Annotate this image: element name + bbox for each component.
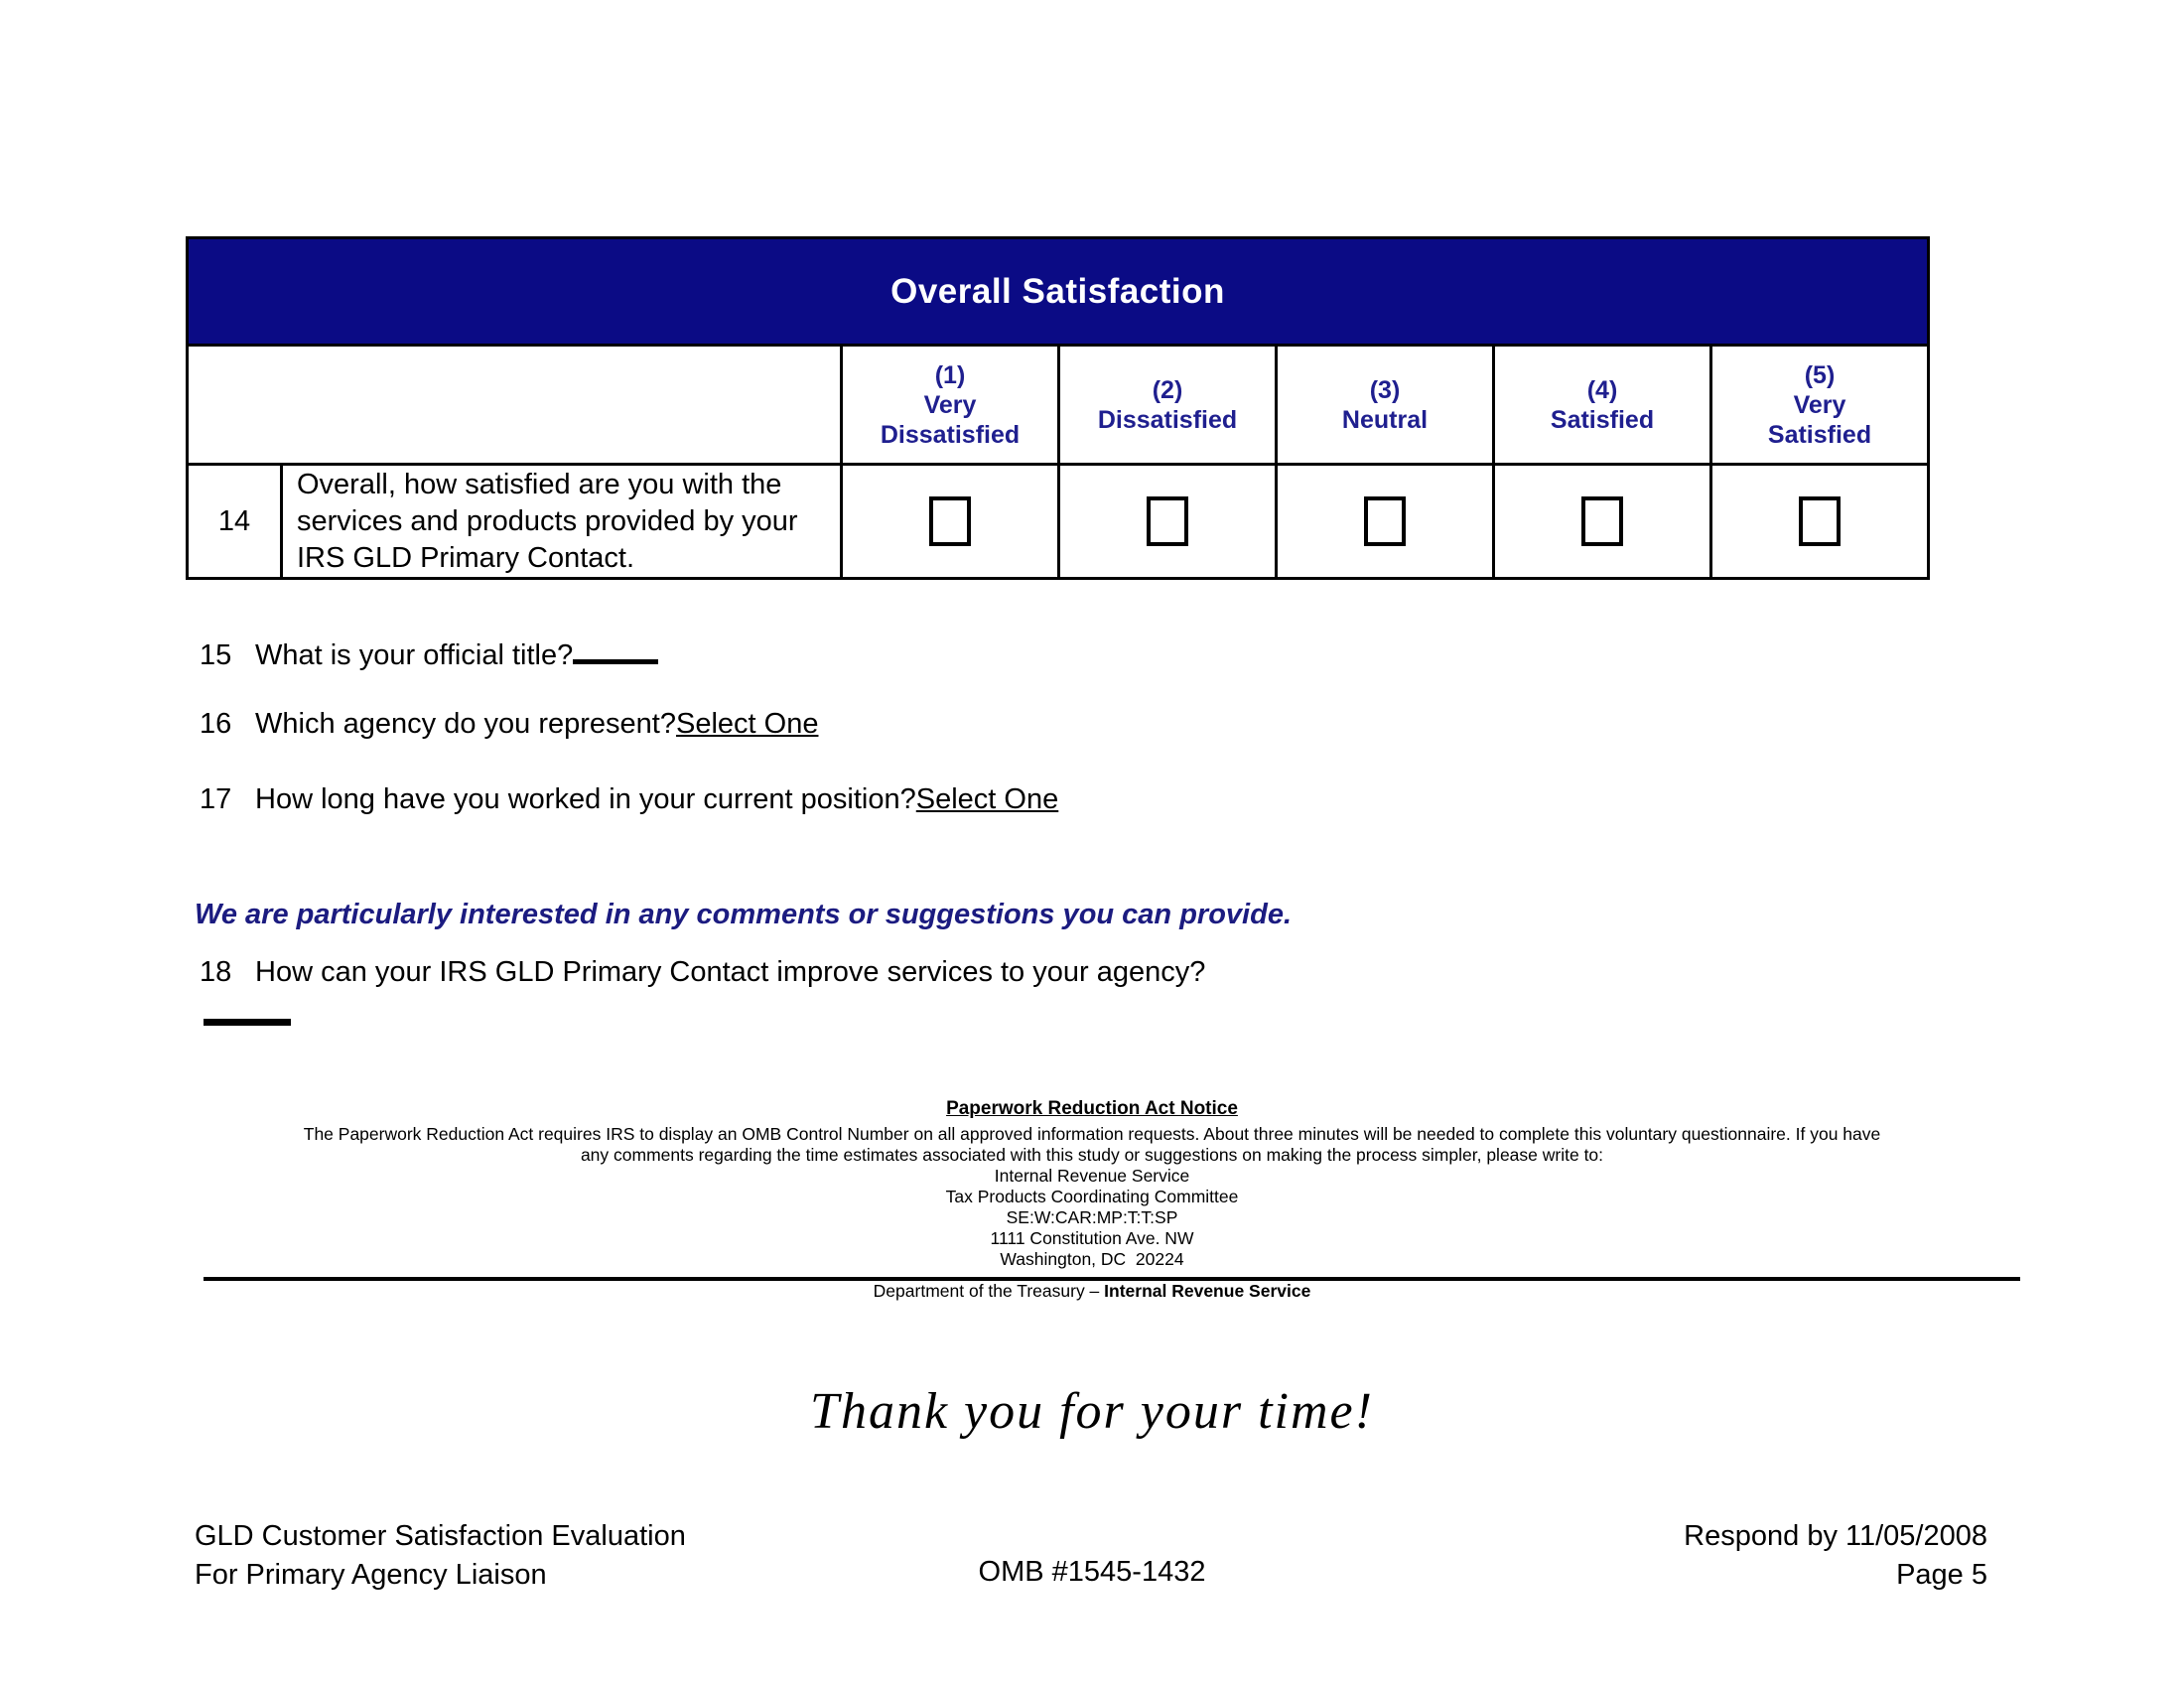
scale-label-very-satisfied: (5) Very Satisfied [1711,346,1929,465]
question-number: 14 [188,465,282,579]
scale-label-neutral: (3) Neutral [1277,346,1494,465]
question-18-text: How can your IRS GLD Primary Contact improve services to your agency? [255,956,1206,988]
overall-satisfaction-table [186,236,1930,580]
checkbox-cell-satisfied [1494,465,1711,579]
department-line-prefix: Department of the Treasury – [873,1281,1105,1301]
table-title: Overall Satisfaction [188,238,1929,346]
rating-scale-row [188,346,1929,465]
scale-label-very-dissatisfied: (1) Very Dissatisfied [842,346,1059,465]
question-16-text: Which agency do you represent? [255,708,676,740]
scale-spacer-cell [188,346,842,465]
question-18-number: 18 [200,956,232,988]
scale-label-dissatisfied: (2) Dissatisfied [1059,346,1277,465]
paperwork-notice-body-line: The Paperwork Reduction Act requires IRS to display an OMB Control Number on all approved information requests. About three minutes will be needed to complete this voluntary questionnaire. If you have [303,1124,1881,1144]
footer-right [1684,1517,1987,1595]
thank-you-message: Thank you for your time! [810,1383,1374,1440]
checkbox-satisfied[interactable] [1581,496,1623,546]
question-17-text: How long have you worked in your current position? [255,783,916,815]
question-15 [200,631,658,672]
comments-note: We are particularly interested in any comments or suggestions you can provide. [195,899,1293,930]
question-17 [200,783,1058,816]
footer-document-subtitle: For Primary Agency Liaison [195,1559,547,1591]
question-text: Overall, how satisfied are you with the services and products provided by your IRS GLD Primary Contact. [282,465,842,579]
paperwork-notice [0,1098,2184,1270]
checkbox-very-satisfied[interactable] [1799,496,1841,546]
checkbox-dissatisfied[interactable] [1147,496,1188,546]
question-15-number: 15 [200,639,232,671]
question-15-text: What is your official title? [255,639,574,671]
checkbox-cell-dissatisfied [1059,465,1277,579]
table-header-row [188,238,1929,346]
checkbox-cell-very-dissatisfied [842,465,1059,579]
checkbox-cell-neutral [1277,465,1494,579]
question-18 [200,956,1205,989]
department-line-bold: Internal Revenue Service [1104,1281,1311,1301]
question-16-select-one-link[interactable]: Select One [675,708,819,740]
scale-label-satisfied: (4) Satisfied [1494,346,1711,465]
notice-address-line: SE:W:CAR:MP:T:T:SP [1006,1207,1178,1227]
table-row [188,465,1929,579]
checkbox-very-dissatisfied[interactable] [929,496,971,546]
paperwork-notice-body-line: any comments regarding the time estimates associated with this study or suggestions on making the process simpler, please write to: [580,1145,1604,1165]
question-16 [200,708,818,741]
footer-page-number: Page 5 [1896,1559,1987,1591]
checkbox-cell-very-satisfied [1711,465,1929,579]
footer-respond-by: Respond by 11/05/2008 [1684,1520,1987,1552]
notice-address-line: Washington, DC 20224 [1000,1249,1184,1269]
footer-omb-number: OMB #1545-1432 [978,1556,1206,1588]
footer-document-title: GLD Customer Satisfaction Evaluation [195,1520,686,1552]
question-17-number: 17 [200,783,232,815]
checkbox-neutral[interactable] [1364,496,1406,546]
notice-address-line: Internal Revenue Service [994,1166,1190,1186]
question-17-select-one-link[interactable]: Select One [915,783,1059,815]
notice-address-line: Tax Products Coordinating Committee [945,1187,1239,1206]
question-16-number: 16 [200,708,232,740]
notice-address-line: 1111 Constitution Ave. NW [990,1228,1194,1248]
question-18-answer-blank[interactable] [204,1019,291,1026]
department-line [0,1281,2184,1302]
paperwork-notice-title: Paperwork Reduction Act Notice [946,1098,1238,1119]
question-15-answer-blank[interactable] [573,631,658,664]
